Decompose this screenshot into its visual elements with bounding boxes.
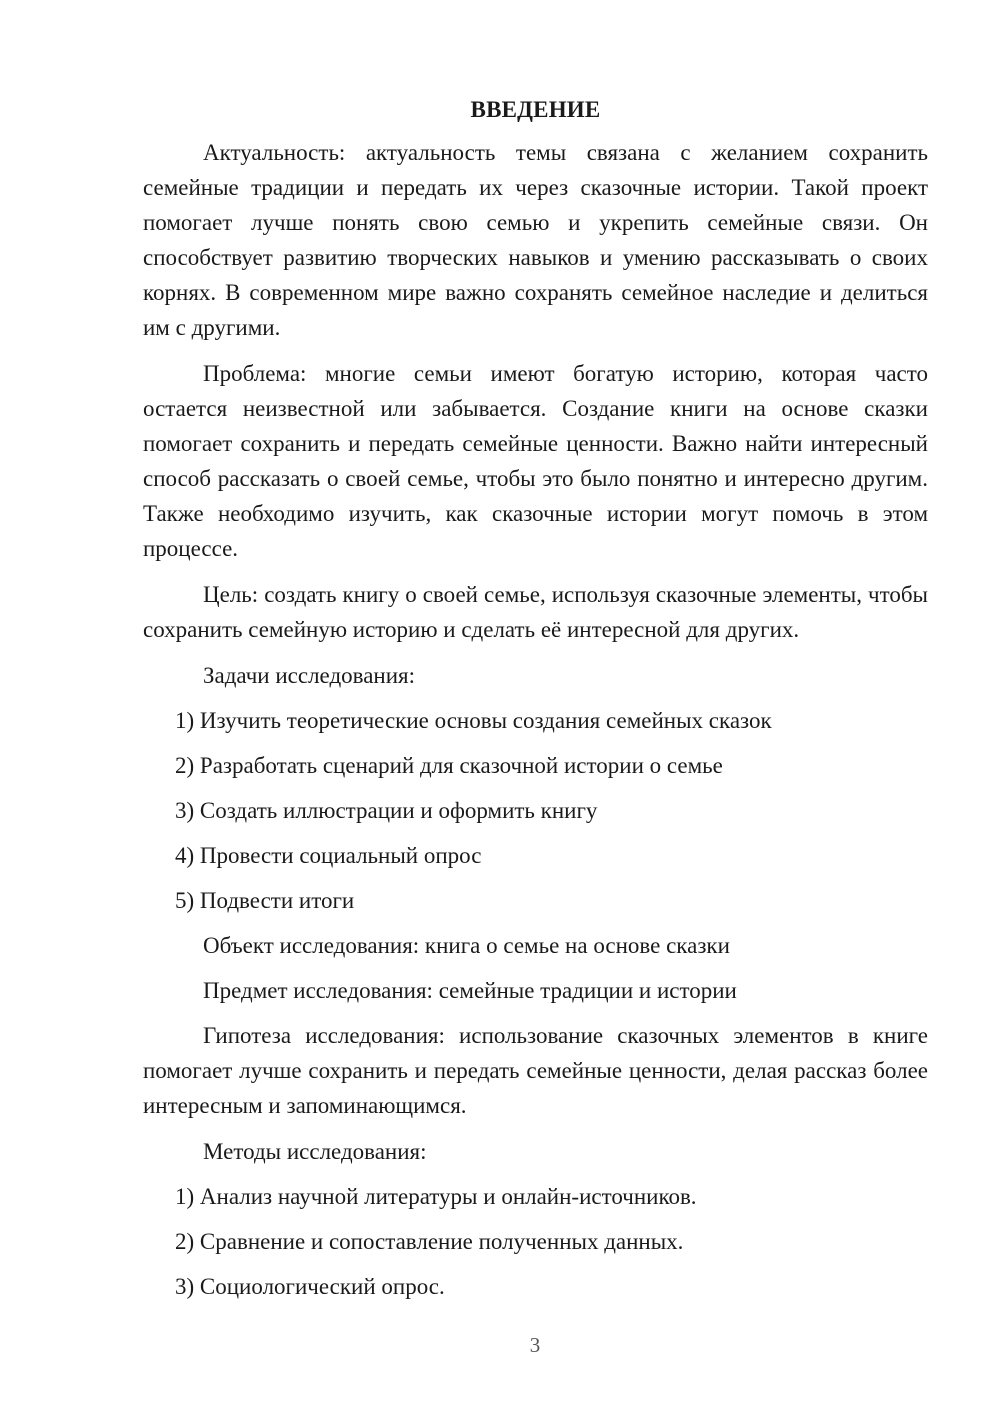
- document-body: [143, 95, 928, 1314]
- methods-list: [143, 1179, 928, 1304]
- hypothesis-paragraph: Гипотеза исследования: использование сказочных элементов в книге помогает лучше сохранить и передать семейные ценности, делая рассказ более интересным и запоминающимся.: [143, 1023, 928, 1118]
- tasks-list: [143, 703, 928, 918]
- task-item: 4) Провести социальный опрос: [175, 843, 482, 868]
- section-title: ВВЕДЕНИЕ: [470, 97, 601, 122]
- goal-paragraph: Цель: создать книгу о своей семье, используя сказочные элементы, чтобы сохранить семейную историю и сделать её интересной для других.: [143, 582, 928, 642]
- relevance-paragraph: Актуальность: актуальность темы связана с желанием сохранить семейные традиции и передать их через сказочные истории. Такой проект помогает лучше понять свою семью и укрепить семейные связи. Он способствует развитию творческих навыков и умению рассказывать о своих корнях. В современном мире важно сохранять семейное наследие и делиться им с другими.: [143, 140, 928, 340]
- method-item: 3) Социологический опрос.: [175, 1274, 445, 1299]
- page-number: 3: [529, 1333, 541, 1357]
- task-item: 1) Изучить теоретические основы создания семейных сказок: [175, 708, 772, 733]
- task-item: 2) Разработать сценарий для сказочной истории о семье: [175, 753, 723, 778]
- tasks-heading: Задачи исследования:: [203, 663, 416, 688]
- research-subject: Предмет исследования: семейные традиции и истории: [203, 978, 737, 1003]
- task-item: 3) Создать иллюстрации и оформить книгу: [175, 798, 598, 823]
- methods-heading: Методы исследования:: [203, 1139, 427, 1164]
- task-item: 5) Подвести итоги: [175, 888, 355, 913]
- method-item: 2) Сравнение и сопоставление полученных данных.: [175, 1229, 684, 1254]
- method-item: 1) Анализ научной литературы и онлайн-источников.: [175, 1184, 697, 1209]
- problem-paragraph: Проблема: многие семьи имеют богатую историю, которая часто остается неизвестной или забывается. Создание книги на основе сказки помогает сохранить и передать семейные ценности. Важно найти интересный способ рассказать о своей семье, чтобы это было понятно и интересно другим. Также необходимо изучить, как сказочные истории могут помочь в этом процессе.: [143, 361, 928, 561]
- research-object: Объект исследования: книга о семье на основе сказки: [203, 933, 730, 958]
